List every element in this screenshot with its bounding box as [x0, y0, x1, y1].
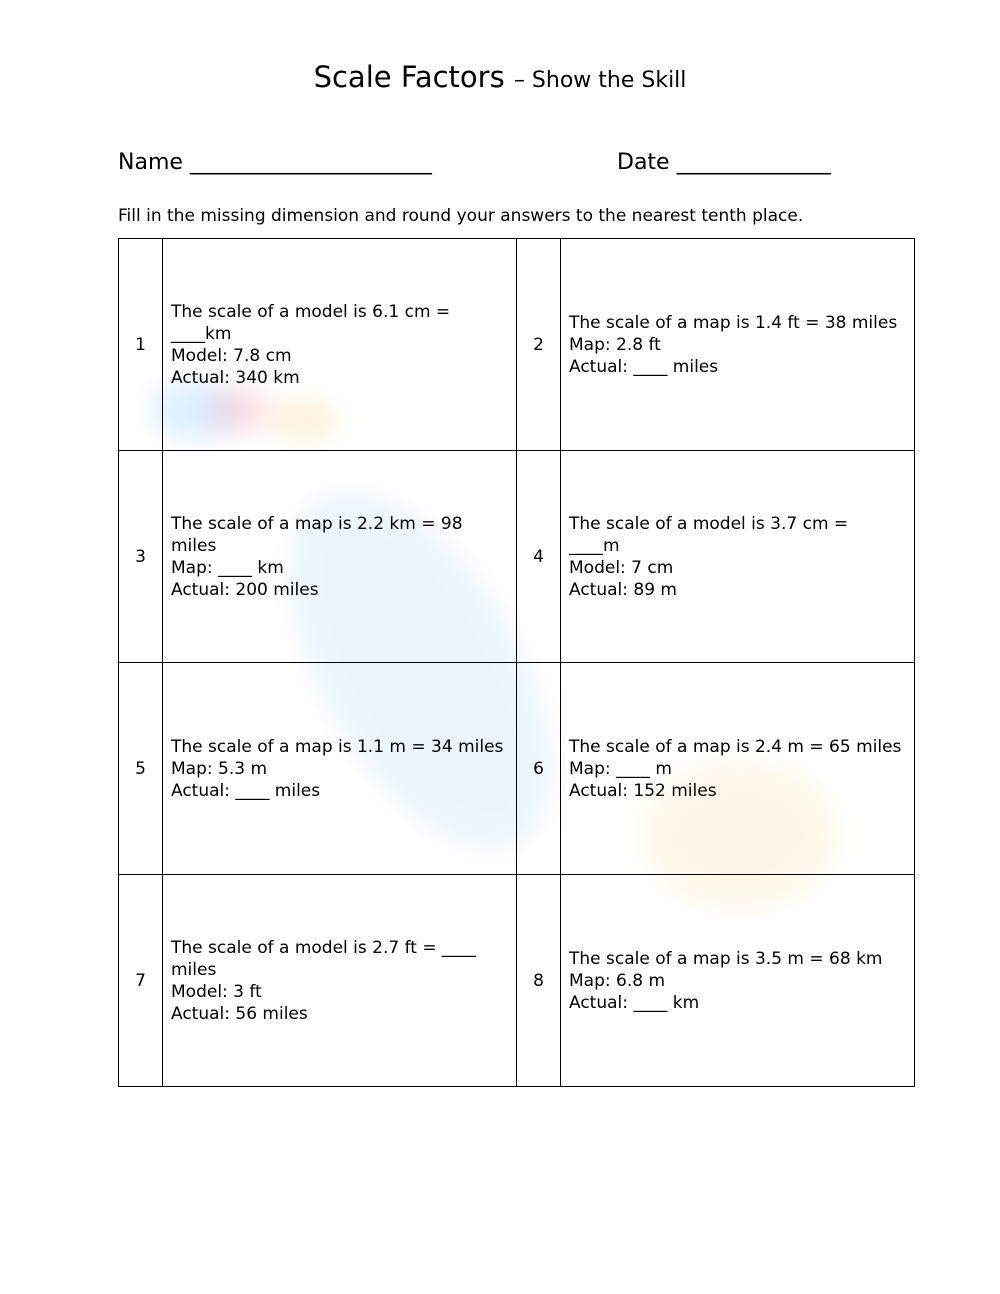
problem-line2: Map: 5.3 m: [171, 758, 268, 779]
problem-line3: Actual: 89 m: [569, 579, 677, 600]
problem-line2: Model: 7.8 cm: [171, 345, 292, 366]
problem-statement: The scale of a model is 2.7 ft = ____ miles: [171, 937, 477, 980]
problem-cell[interactable]: [163, 451, 517, 663]
problem-cell[interactable]: [163, 663, 517, 875]
problem-statement: The scale of a map is 3.5 m = 68 km: [569, 948, 883, 969]
problem-cell[interactable]: [561, 663, 915, 875]
problem-statement: The scale of a map is 1.1 m = 34 miles: [171, 736, 504, 757]
problem-statement: The scale of a model is 6.1 cm = ____km: [171, 301, 451, 344]
instructions: Fill in the missing dimension and round your answers to the nearest tenth place.: [118, 206, 804, 226]
table-row: [119, 875, 915, 1087]
problem-statement: The scale of a map is 2.2 km = 98 miles: [171, 513, 463, 556]
problem-line3: Actual: ____ miles: [569, 356, 719, 377]
page-title: [0, 60, 1000, 94]
problem-line2: Map: 6.8 m: [569, 970, 666, 991]
problem-number: 6: [517, 663, 561, 875]
problem-cell[interactable]: [561, 875, 915, 1087]
table-row: [119, 239, 915, 451]
title-main: Scale Factors: [313, 60, 505, 94]
problem-line3: Actual: 152 miles: [569, 780, 717, 801]
problem-number: 2: [517, 239, 561, 451]
title-sub: – Show the Skill: [513, 68, 687, 93]
problem-line2: Model: 3 ft: [171, 981, 262, 1002]
problem-cell[interactable]: [163, 239, 517, 451]
problem-statement: The scale of a map is 1.4 ft = 38 miles: [569, 312, 898, 333]
problem-line3: Actual: ____ km: [569, 992, 700, 1013]
problem-number: 8: [517, 875, 561, 1087]
problem-line2: Map: ____ km: [171, 557, 284, 578]
table-row: [119, 451, 915, 663]
problem-line2: Model: 7 cm: [569, 557, 674, 578]
problem-statement: The scale of a map is 2.4 m = 65 miles: [569, 736, 902, 757]
problem-line2: Map: ____ m: [569, 758, 672, 779]
problem-line3: Actual: 56 miles: [171, 1003, 308, 1024]
problem-statement: The scale of a model is 3.7 cm = ____m: [569, 513, 849, 556]
problem-number: 5: [119, 663, 163, 875]
problems-table: [118, 238, 915, 1087]
problem-cell[interactable]: [561, 239, 915, 451]
problem-number: 4: [517, 451, 561, 663]
problem-line3: Actual: ____ miles: [171, 780, 321, 801]
problem-number: 7: [119, 875, 163, 1087]
date-field[interactable]: Date ______________: [617, 150, 831, 175]
table-row: [119, 663, 915, 875]
problem-cell[interactable]: [163, 875, 517, 1087]
problem-line2: Map: 2.8 ft: [569, 334, 661, 355]
problem-line3: Actual: 340 km: [171, 367, 300, 388]
problem-number: 3: [119, 451, 163, 663]
problem-number: 1: [119, 239, 163, 451]
name-field[interactable]: Name ______________________: [118, 150, 432, 175]
problem-line3: Actual: 200 miles: [171, 579, 319, 600]
problem-cell[interactable]: [561, 451, 915, 663]
